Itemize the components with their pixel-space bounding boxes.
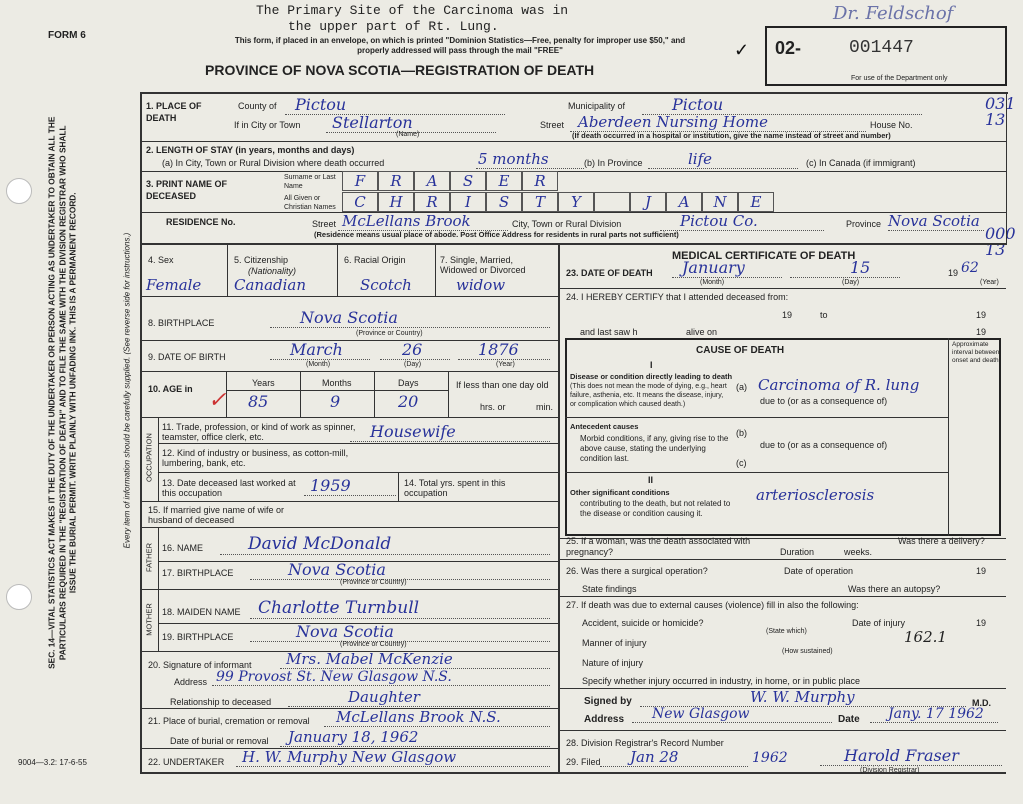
father-name-value: David McDonald (220, 534, 550, 555)
age-years-label: Years (252, 378, 275, 388)
father-birthplace-value: Nova Scotia (250, 560, 550, 580)
registration-prefix: 02- (775, 38, 802, 58)
burial-date-label: Date of burial or removal (170, 736, 269, 746)
marital-value: widow (456, 276, 506, 294)
pregnancy-label: 25. If a woman, was the death associated with pregnancy? (566, 536, 751, 557)
specify-place-label: Specify whether injury occurred in industry, in home, or in public place (582, 676, 860, 686)
given-names-label: All Given or Christian Names (284, 195, 336, 211)
residence-city-label: City, Town or Rural Division (512, 219, 622, 229)
name-letter-box: I (450, 192, 486, 212)
name-letter-box: S (450, 171, 486, 191)
length-of-stay-label: 2. LENGTH OF STAY (in years, months and days) (146, 145, 355, 155)
name-letter-box: J (630, 192, 666, 212)
relationship-label: Relationship to deceased (170, 697, 272, 707)
certify-label: 24. I HEREBY CERTIFY that I attended deceased from: (566, 292, 789, 302)
date-of-death-label: 23. DATE OF DEATH (566, 268, 653, 278)
certificate-date-value: Jany. 17 1962 (870, 706, 998, 723)
mother-birthplace-label: 19. BIRTHPLACE (162, 632, 234, 642)
sex-value: Female (146, 276, 202, 294)
birthplace-sub: (Province or Country) (356, 330, 423, 337)
citizenship-value: Canadian (234, 276, 307, 294)
burial-place-label: 21. Place of burial, cremation or removal (148, 716, 310, 726)
age-label: 10. AGE in (148, 384, 193, 394)
relationship-value: Daughter (288, 688, 550, 707)
form-title: PROVINCE OF NOVA SCOTIA—REGISTRATION OF DEATH (205, 62, 595, 78)
margin-notice-2: Every item of information should be carefully supplied. (See reverse side for instructions.) (122, 232, 132, 549)
state-which-sub: (State which) (766, 628, 807, 635)
stay-b-label: (b) In Province (584, 158, 643, 168)
cause-of-death-heading: CAUSE OF DEATH (696, 345, 785, 356)
last-worked-label: 13. Date deceased last worked at this occupation (162, 478, 296, 498)
name-letter-box: T (522, 192, 558, 212)
informant-signature-value: Mrs. Mabel McKenzie (280, 650, 550, 669)
department-use-label: For use of the Department only (851, 75, 948, 82)
autopsy-label: Was there an autopsy? (848, 584, 941, 594)
hospital-note: (If death occurred in a hospital or institution, give the name instead of street and number) (572, 131, 891, 140)
registrar-signature-value: Harold Fraser (820, 746, 1002, 766)
city-name-sub: (Name) (396, 131, 420, 138)
physician-address-label: Address (584, 714, 625, 725)
last-saw-label: and last saw h (580, 327, 638, 337)
division-registrar-sub: (Division Registrar) (860, 767, 920, 774)
alive-on-label: alive on (686, 327, 718, 337)
residence-street-value: McLellans Brook (338, 212, 508, 231)
duration-label: Duration (780, 547, 815, 557)
due-to-b-label: due to (or as a consequence of) (760, 440, 888, 450)
signed-by-label: Signed by (584, 696, 632, 707)
operation-date-label: Date of operation (784, 566, 854, 576)
name-letter-box: E (486, 171, 522, 191)
mother-side-label: MOTHER (144, 603, 154, 636)
city-town-label: If in City or Town (234, 120, 301, 130)
municipality-label: Municipality of (568, 101, 626, 111)
punch-hole-top (6, 178, 32, 204)
racial-origin-value: Scotch (360, 276, 412, 294)
dod-month-sub: (Month) (700, 279, 725, 286)
certify-from-19: 19 (782, 310, 793, 320)
other-conditions-value: arteriosclerosis (756, 486, 875, 504)
name-letter-box: F (342, 171, 378, 191)
stay-c-label: (c) In Canada (if immigrant) (806, 158, 916, 168)
corner-signature: Dr. Feldschof (833, 3, 954, 24)
cause-b-marker: (b) (736, 428, 747, 438)
residence-label: RESIDENCE No. (166, 217, 236, 227)
informant-address-label: Address (174, 677, 208, 687)
other-conditions-label: Other significant conditions (570, 488, 670, 497)
due-to-a-label: due to (or as a consequence of) (760, 396, 888, 406)
dob-year-value: 1876 (458, 340, 550, 360)
name-letter-box: N (702, 192, 738, 212)
birthplace-label: 8. BIRTHPLACE (148, 318, 215, 328)
immediate-cause-note: (This does not mean the mode of dying, e.g., heart failure, asthenia, etc. It means the disease, injury, or complication which caused death.) (570, 383, 727, 408)
street-value: Aberdeen Nursing Home (570, 113, 866, 132)
stay-a-value: 5 months (476, 150, 584, 169)
father-birthplace-label: 17. BIRTHPLACE (162, 568, 234, 578)
certify-to-19: 19 (976, 310, 987, 320)
name-letter-box (594, 192, 630, 212)
signed-by-value: W. W. Murphy (640, 688, 966, 707)
citizenship-sub: (Nationality) (248, 266, 297, 276)
last-worked-value: 1959 (304, 476, 396, 496)
stay-b-value: life (648, 150, 798, 169)
how-sustained-sub: (How sustained) (782, 648, 833, 655)
dob-day-value: 26 (380, 340, 450, 360)
part-two-label: II (648, 475, 654, 485)
county-value: Pictou (285, 95, 505, 115)
operation-date-19: 19 (976, 566, 987, 576)
print-name-label: 3. PRINT NAME OF DECEASED (146, 179, 228, 201)
form-number: FORM 6 (48, 30, 86, 41)
name-letter-box: A (414, 171, 450, 191)
trade-value: Housewife (350, 422, 550, 442)
marital-label: 7. Single, Married, Widowed or Divorced (440, 255, 526, 275)
county-label: County of (238, 101, 277, 111)
place-of-death-label: 1. PLACE OF DEATH (146, 101, 202, 123)
informant-signature-label: 20. Signature of informant (148, 660, 252, 670)
other-conditions-note: contributing to the death, but not related to the disease or condition causing it. (580, 499, 731, 518)
undertaker-label: 22. UNDERTAKER (148, 757, 225, 767)
cause-a-marker: (a) (736, 382, 747, 392)
racial-origin-label: 6. Racial Origin (344, 255, 406, 265)
date-of-birth-label: 9. DATE OF BIRTH (148, 352, 226, 362)
antecedent-causes-note: Morbid conditions, if any, giving rise to the above cause, stating the underlying condition last. (580, 434, 729, 463)
injury-date-label: Date of injury (852, 618, 906, 628)
approx-interval-label: Approximate interval between onset and death (952, 341, 1000, 364)
father-birthplace-sub: (Province or Country) (340, 579, 407, 586)
typed-note-line1: The Primary Site of the Carcinoma was in (256, 3, 569, 18)
delivery-label: Was there a delivery? (898, 536, 985, 546)
province-label: Province (846, 219, 882, 229)
age-months-label: Months (322, 378, 352, 388)
house-no-label: House No. (870, 120, 913, 130)
dod-year-value: 62 (961, 260, 979, 276)
form-code: 9004—3.2: 17-6-55 (18, 758, 87, 767)
dod-year-sub: (Year) (980, 279, 999, 286)
certify-to-label: to (820, 310, 828, 320)
city-value: Stellarton (326, 113, 496, 133)
name-letter-box: R (414, 192, 450, 212)
surname-label: Surname or Last Name (284, 174, 336, 190)
cause-a-value: Carcinoma of R. lung (758, 376, 920, 394)
dob-month-sub: (Month) (306, 361, 331, 368)
md-label: M.D. (972, 698, 991, 708)
age-months-value: 9 (330, 392, 341, 411)
name-letter-box: A (666, 192, 702, 212)
certificate-date-label: Date (838, 714, 860, 725)
residence-note: (Residence means usual place of abode. Post Office Address for residents in rural parts not sufficient) (314, 230, 679, 239)
mother-birthplace-sub: (Province or Country) (340, 641, 407, 648)
stay-a-label: (a) In City, Town or Rural Division where death occurred (162, 158, 385, 168)
dod-day-value: 15 (790, 258, 900, 278)
department-code-2: 13 (985, 110, 1006, 129)
dob-month-value: March (270, 340, 370, 360)
margin-notice: SEC. 14—VITAL STATISTICS ACT MAKES IT THE DUTY OF THE UNDERTAKER OR PERSON ACTING AS UNDERTAKER TO OBTAIN ALL THE PARTICULARS REQUIRED IN THE "REGISTRATION OF DEATH" AND TO FILE THE SAME WITH THE DIVISION REGISTRAR WHO SHALL ISSUE THE BURIAL PERMIT. WRITE PLAINLY WITH UNFADING INK. THIS IS A PERMANENT RECORD. (46, 116, 78, 669)
industry-label: 12. Kind of industry or business, as cotton-mill, lumbering, bank, etc. (162, 448, 349, 468)
informant-address-value: 99 Provost St. New Glasgow N.S. (212, 669, 550, 686)
dod-month-value: January (672, 258, 782, 278)
name-letter-box: Y (558, 192, 594, 212)
spouse-label: 15. If married give name of wife or husband of deceased (148, 505, 285, 525)
last-saw-19: 19 (976, 327, 987, 337)
father-side-label: FATHER (144, 542, 154, 573)
street-label: Street (540, 120, 565, 130)
physician-address-value: New Glasgow (632, 706, 832, 723)
undertaker-value: H. W. Murphy New Glasgow (236, 748, 550, 767)
burial-date-value: January 18, 1962 (280, 728, 550, 747)
dob-year-sub: (Year) (496, 361, 515, 368)
registration-number-box (765, 26, 1007, 86)
registrar-record-label: 28. Division Registrar's Record Number (566, 738, 724, 748)
citizenship-label: 5. Citizenship (234, 255, 289, 265)
manner-code-value: 162.1 (904, 628, 947, 646)
age-days-value: 20 (398, 392, 419, 411)
mother-maiden-name-value: Charlotte Turnbull (250, 598, 550, 619)
filed-label: 29. Filed (566, 757, 601, 767)
weeks-label: weeks. (844, 547, 873, 557)
residence-city-value: Pictou Co. (660, 212, 824, 231)
trade-label: 11. Trade, profession, or kind of work as spinner, teamster, office clerk, etc. (162, 422, 356, 442)
name-letter-box: C (342, 192, 378, 212)
state-findings-label: State findings (582, 584, 637, 594)
province-value: Nova Scotia (888, 212, 984, 231)
occupation-side-label: OCCUPATION (144, 433, 154, 482)
department-code-3: 000 (985, 224, 1016, 243)
hours-label: hrs. or (480, 402, 506, 412)
name-letter-box: R (522, 171, 558, 191)
part-one-label: I (650, 360, 653, 370)
dob-day-sub: (Day) (404, 361, 422, 368)
residence-street-label: Street (312, 219, 337, 229)
municipality-value: Pictou (642, 95, 922, 115)
dod-year-prefix: 19 (948, 268, 959, 278)
dod-day-sub: (Day) (842, 279, 860, 286)
external-causes-label: 27. If death was due to external causes (violence) fill in also the following: (566, 600, 859, 610)
name-letter-box: H (378, 192, 414, 212)
name-letter-box: R (378, 171, 414, 191)
immediate-cause-label: Disease or condition directly leading to death (570, 372, 733, 381)
filed-year-value: 1962 (752, 750, 788, 766)
age-checkmark: ✓ (208, 388, 227, 413)
mother-maiden-name-label: 18. MAIDEN NAME (162, 607, 241, 617)
department-code-4: 13 (985, 240, 1006, 259)
age-years-value: 85 (248, 392, 269, 411)
typed-note-line2: the upper part of Rt. Lung. (288, 19, 499, 34)
birthplace-value: Nova Scotia (270, 308, 550, 328)
medical-certificate-heading: MEDICAL CERTIFICATE OF DEATH (672, 250, 856, 262)
cause-c-marker: (c) (736, 458, 747, 468)
checkmark-icon: ✓ (734, 40, 750, 60)
nature-of-injury-label: Nature of injury (582, 658, 644, 668)
accident-label: Accident, suicide or homicide? (582, 618, 704, 628)
surgery-label: 26. Was there a surgical operation? (566, 566, 708, 576)
mail-notice: This form, if placed in an envelope, on which is printed "Dominion Statistics—Free, penalty for improper use $50," and properly addressed will pass through the mail "FREE" (234, 36, 686, 55)
sex-label: 4. Sex (148, 255, 174, 265)
injury-date-19: 19 (976, 618, 987, 628)
registration-number: 001447 (849, 38, 914, 58)
total-years-label: 14. Total yrs. spent in this occupation (404, 478, 506, 498)
name-letter-box: S (486, 192, 522, 212)
burial-place-value: McLellans Brook N.S. (324, 708, 550, 727)
minutes-label: min. (536, 402, 554, 412)
filed-date-value: Jan 28 (600, 748, 748, 767)
mother-birthplace-value: Nova Scotia (250, 622, 550, 642)
punch-hole-bottom (6, 584, 32, 610)
manner-label: Manner of injury (582, 638, 647, 648)
department-code-1: 031 (985, 94, 1016, 113)
less-than-day-label: If less than one day old (456, 380, 549, 390)
father-name-label: 16. NAME (162, 543, 204, 553)
name-letter-box: E (738, 192, 774, 212)
antecedent-causes-label: Antecedent causes (570, 422, 639, 431)
age-days-label: Days (398, 378, 419, 388)
